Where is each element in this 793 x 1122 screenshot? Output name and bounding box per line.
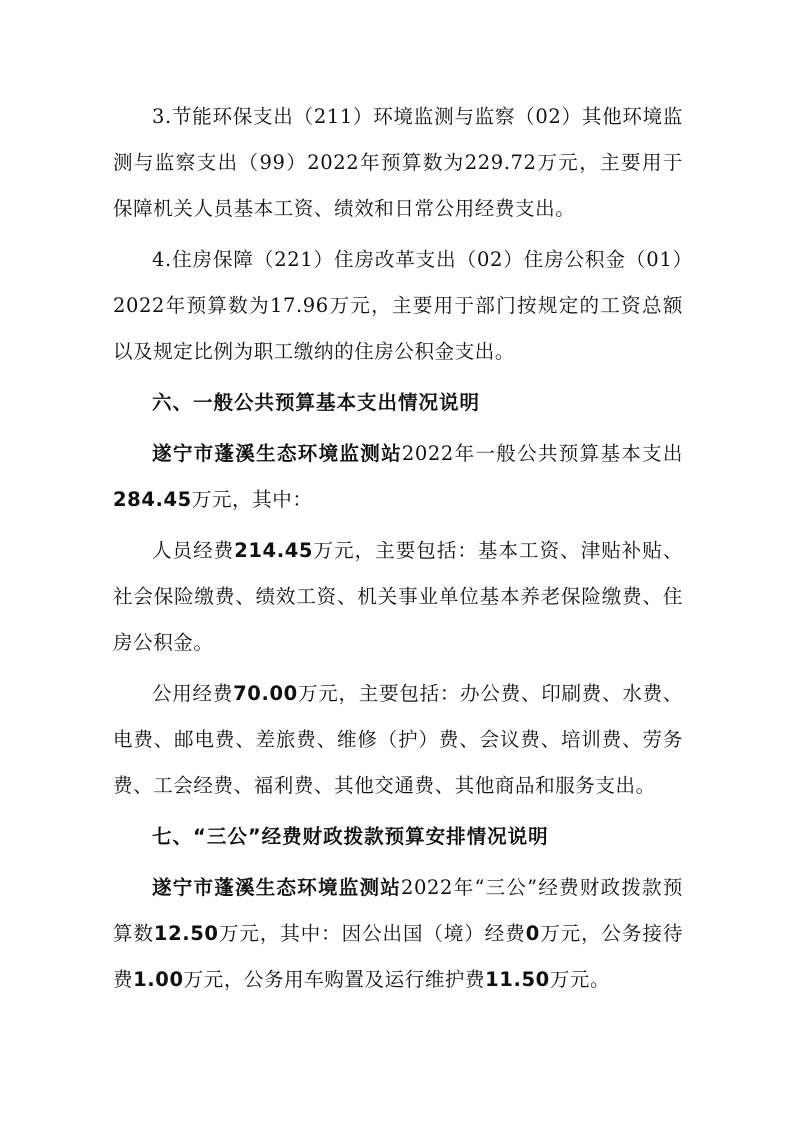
reception-amount: 1.00 [133, 968, 184, 991]
basic-expenditure-amount: 284.45 [113, 488, 192, 511]
paragraph-item-4: 4.住房保障（221）住房改革支出（02）住房公积金（01）2022年预算数为17.96万元，主要用于部门按规定的工资总额以及规定比例为职工缴纳的住房公积金支出。 [113, 248, 683, 363]
personnel-amount: 214.45 [234, 539, 314, 562]
public-amount: 70.00 [233, 682, 298, 705]
public-lead: 公用经费 [152, 682, 234, 705]
three-public-text-5: 万元。 [549, 968, 611, 991]
public-expense-paragraph [113, 671, 683, 809]
intro-text: 2022年一般公共预算基本支出 [401, 442, 683, 465]
section-7-body [113, 865, 683, 1003]
three-public-text-4: 万元，公务用车购置及运行维护费 [183, 968, 486, 991]
public-tail: 万元，主要包括：办公费、印刷费、水费、电费、邮电费、差旅费、维修（护）费、会议费、培训费、劳务费、工会经费、福利费、其他交通费、其他商品和服务支出。 [113, 682, 684, 797]
abroad-amount: 0 [525, 922, 540, 945]
section-6-intro [113, 431, 683, 523]
three-public-text-1: 2022年“三公”经费财政拨款预算数 [113, 876, 683, 945]
section-6-heading: 六、一般公共预算基本支出情况说明 [152, 391, 481, 414]
paragraph-item-3: 3.节能环保支出（211）环境监测与监察（02）其他环境监测与监察支出（99）2022年预算数为229.72万元，主要用于保障机关人员基本工资、绩效和日常公用经费支出。 [113, 105, 683, 220]
intro-tail: 万元，其中： [191, 488, 313, 511]
three-public-text-3: 万元，公务接待费 [113, 922, 684, 991]
personnel-expense-paragraph [113, 528, 683, 666]
personnel-tail: 万元，主要包括：基本工资、津贴补贴、社会保险缴费、绩效工资、机关事业单位基本养老保险缴费、住房公积金。 [113, 539, 683, 654]
three-public-total: 12.50 [153, 922, 219, 945]
document-body [113, 94, 683, 1008]
personnel-lead: 人员经费 [152, 539, 235, 562]
three-public-text-2: 万元，其中：因公出国（境）经费 [218, 922, 526, 945]
org-name: 遂宁市蓬溪生态环境监测站 [152, 876, 402, 899]
vehicle-amount: 11.50 [485, 968, 550, 991]
org-name: 遂宁市蓬溪生态环境监测站 [152, 442, 402, 465]
section-7-heading: 七、“三公”经费财政拨款预算安排情况说明 [152, 825, 549, 848]
